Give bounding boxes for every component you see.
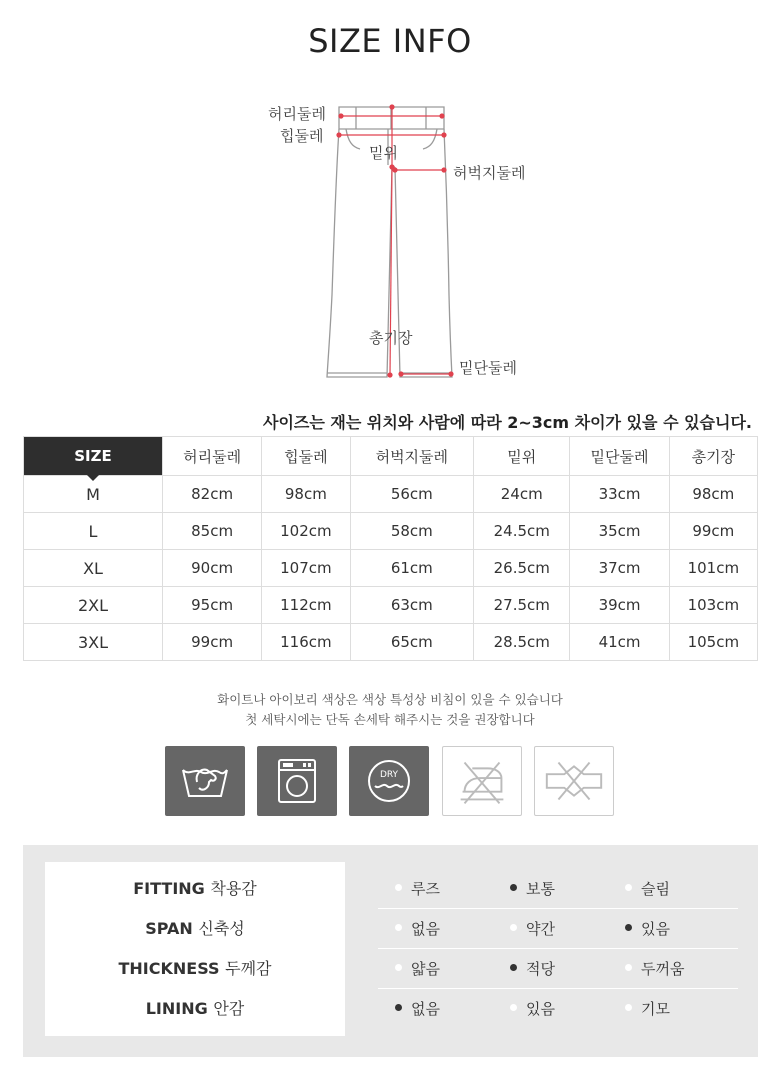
fit-option: 기모 [625, 989, 670, 1029]
table-cell: 116cm [262, 624, 350, 661]
table-cell: 107cm [262, 550, 350, 587]
table-cell: 26.5cm [474, 550, 570, 587]
table-cell: 33cm [570, 476, 669, 513]
care-icons [165, 746, 625, 818]
table-cell: 58cm [350, 513, 474, 550]
fit-option: 약간 [510, 909, 555, 949]
waist-label: 허리둘레 [268, 105, 326, 123]
header-hem: 밑단둘레 [570, 437, 669, 476]
fit-option: 루즈 [395, 869, 440, 909]
length-label: 총기장 [369, 329, 413, 347]
fit-row-span [23, 909, 758, 949]
fit-option: 없음 [395, 909, 440, 949]
rise-label: 밑위 [369, 144, 398, 162]
fit-label: LINING 안감 [145, 999, 245, 1018]
fit-label: THICKNESS 두께감 [118, 959, 272, 978]
fit-option: 슬림 [625, 869, 670, 909]
table-cell: 85cm [163, 513, 262, 550]
header-waist: 허리둘레 [163, 437, 262, 476]
table-cell: 90cm [163, 550, 262, 587]
fit-row-fitting [23, 869, 758, 909]
fit-option: 두꺼움 [625, 949, 684, 989]
no-tumble-dry-icon [534, 746, 614, 816]
table-cell: 95cm [163, 587, 262, 624]
size-cell: L [24, 513, 163, 550]
header-length: 총기장 [669, 437, 757, 476]
table-cell: 98cm [262, 476, 350, 513]
fit-label: FITTING 착용감 [133, 879, 257, 898]
table-row [24, 624, 758, 661]
table-cell: 37cm [570, 550, 669, 587]
fit-option-selected: 없음 [395, 989, 440, 1029]
size-table [23, 436, 758, 661]
table-cell: 98cm [669, 476, 757, 513]
fit-option: 있음 [510, 989, 555, 1029]
table-cell: 24cm [474, 476, 570, 513]
header-size: SIZE [24, 437, 163, 476]
table-cell: 39cm [570, 587, 669, 624]
size-cell: XL [24, 550, 163, 587]
table-cell: 101cm [669, 550, 757, 587]
table-cell: 105cm [669, 624, 757, 661]
header-thigh: 허벅지둘레 [350, 437, 474, 476]
machine-wash-icon [257, 746, 337, 816]
fit-row-lining [23, 989, 758, 1029]
hip-label: 힙둘레 [280, 127, 324, 145]
fit-option-selected: 보통 [510, 869, 555, 909]
table-cell: 61cm [350, 550, 474, 587]
fit-info-panel [23, 845, 758, 1057]
header-hip: 힙둘레 [262, 437, 350, 476]
table-row [24, 476, 758, 513]
dry-clean-icon [349, 746, 429, 816]
table-cell: 41cm [570, 624, 669, 661]
table-cell: 27.5cm [474, 587, 570, 624]
hem-label: 밑단둘레 [459, 359, 517, 377]
table-cell: 102cm [262, 513, 350, 550]
no-iron-icon [442, 746, 522, 816]
table-cell: 28.5cm [474, 624, 570, 661]
svg-text:DRY: DRY [379, 770, 399, 780]
table-cell: 35cm [570, 513, 669, 550]
fit-option: 얇음 [395, 949, 440, 989]
fit-option-selected: 적당 [510, 949, 555, 989]
size-disclaimer: 사이즈는 재는 위치와 사람에 따라 2~3cm 차이가 있을 수 있습니다. [263, 413, 752, 432]
size-cell: M [24, 476, 163, 513]
pants-diagram [260, 95, 540, 395]
care-notice-line2: 첫 세탁시에는 단독 손세탁 해주시는 것을 권장합니다 [245, 712, 535, 727]
care-notice-line1: 화이트나 아이보리 색상은 색상 특성상 비침이 있을 수 있습니다 [217, 692, 563, 707]
table-cell: 82cm [163, 476, 262, 513]
table-cell: 63cm [350, 587, 474, 624]
hand-wash-icon [165, 746, 245, 816]
table-row [24, 587, 758, 624]
size-cell: 3XL [24, 624, 163, 661]
fit-option-selected: 있음 [625, 909, 670, 949]
size-table-header [24, 437, 758, 476]
table-cell: 112cm [262, 587, 350, 624]
header-rise: 밑위 [474, 437, 570, 476]
table-cell: 99cm [163, 624, 262, 661]
fit-label: SPAN 신축성 [145, 919, 245, 938]
table-cell: 99cm [669, 513, 757, 550]
care-notice [0, 690, 780, 730]
table-row [24, 550, 758, 587]
table-cell: 24.5cm [474, 513, 570, 550]
fit-row-thickness [23, 949, 758, 989]
table-row [24, 513, 758, 550]
thigh-label: 허벅지둘레 [453, 164, 526, 182]
table-cell: 103cm [669, 587, 757, 624]
page-title: SIZE INFO [308, 22, 472, 60]
table-cell: 56cm [350, 476, 474, 513]
size-cell: 2XL [24, 587, 163, 624]
table-cell: 65cm [350, 624, 474, 661]
